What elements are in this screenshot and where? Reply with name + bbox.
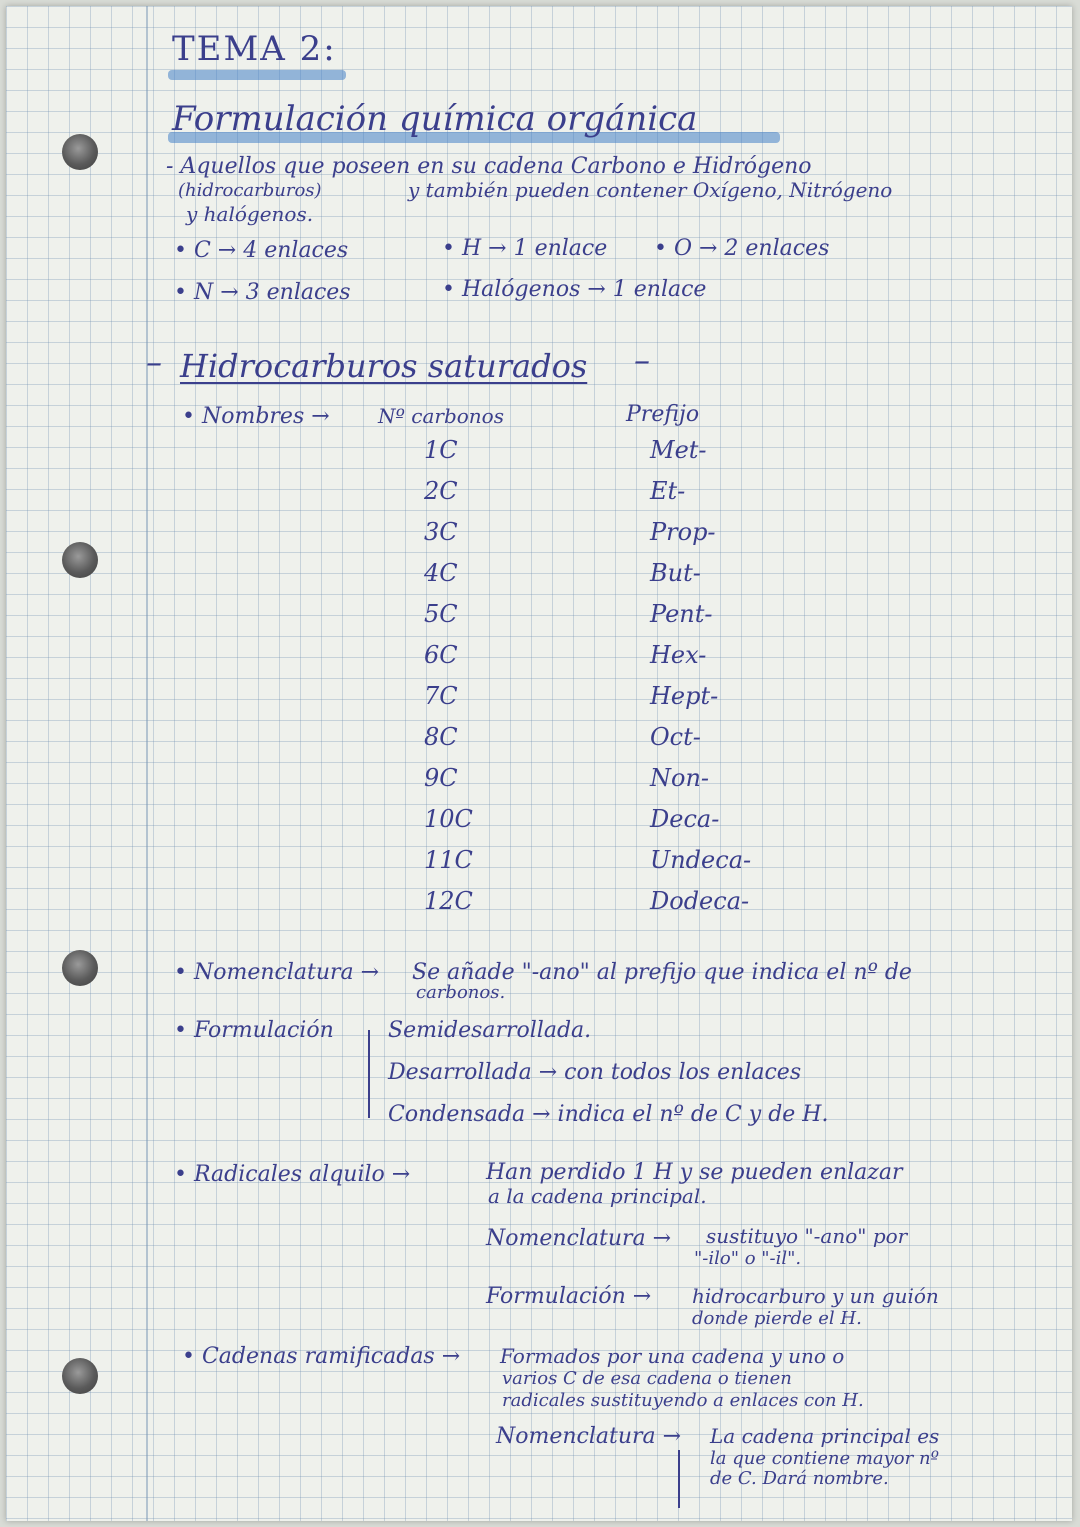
carbon-count: 8C [424,723,458,751]
formulation-bracket [368,1030,370,1118]
formulation-condensed: Condensada → indica el nº de C y de H. [388,1102,829,1127]
carbon-count: 2C [424,477,458,505]
formulation-semi: Semidesarrollada. [388,1018,592,1043]
intro-line-1: - Aquellos que poseen en su cadena Carbono e Hidrógeno [166,154,812,179]
bond-halogens: • Halógenos → 1 enlace [442,277,707,302]
carbon-count: 11C [424,846,473,874]
formulation-developed: Desarrollada → con todos los enlaces [388,1060,802,1085]
title-highlight [168,70,346,80]
page-title: Formulación química orgánica [172,99,698,139]
carbon-count: 5C [424,600,458,628]
section-title: Hidrocarburos saturados [180,347,588,385]
punch-hole [62,950,98,986]
section-dash-right: – [634,341,650,379]
branched-nomenclature-2: la que contiene mayor nº [710,1448,940,1469]
carbon-count: 1C [424,436,458,464]
branched-nomenclature-3: de C. Dará nombre. [710,1468,889,1489]
radicals-line-2: a la cadena principal. [488,1184,707,1208]
radicals-label: • Radicales alquilo → [174,1162,411,1187]
radicals-formulation-1: hidrocarburo y un guión [692,1284,939,1308]
notebook-page [6,6,1072,1521]
carbon-count: 10C [424,805,473,833]
prefix-value: Undeca- [650,846,752,874]
carbons-column-header: Nº carbonos [378,404,504,428]
prefix-value: Met- [650,436,707,464]
prefix-value: Oct- [650,723,701,751]
branched-line-2: varios C de esa cadena o tienen [502,1368,792,1389]
prefix-value: Dodeca- [650,887,750,915]
prefix-value: Deca- [650,805,720,833]
intro-line-2a: (hidrocarburos) [178,180,322,201]
carbon-count: 12C [424,887,473,915]
intro-line-2b: y también pueden contener Oxígeno, Nitrógeno [408,178,893,202]
formulation-label: • Formulación [174,1018,334,1043]
punch-hole [62,1358,98,1394]
prefix-value: Non- [650,764,710,792]
carbon-count: 4C [424,559,458,587]
section-dash-left: – [146,343,162,381]
radicals-nomenclature-2: "-ilo" o "-il". [694,1248,802,1269]
radicals-nomenclature-label: Nomenclatura → [486,1226,672,1251]
prefix-value: Hex- [650,641,707,669]
nomenclature-text-2: carbonos. [416,982,506,1003]
intro-line-3: y halógenos. [186,202,314,226]
prefix-value: Pent- [650,600,713,628]
prefix-value: Hept- [650,682,719,710]
branched-line-3: radicales sustituyendo a enlaces con H. [502,1390,864,1411]
prefix-value: But- [650,559,701,587]
nomenclature-label: • Nomenclatura → [174,960,380,985]
prefix-value: Prop- [650,518,716,546]
carbon-count: 9C [424,764,458,792]
branched-nomenclature-label: Nomenclatura → [496,1424,682,1449]
carbon-count: 7C [424,682,458,710]
punch-hole [62,134,98,170]
tema-label: TEMA 2: [172,29,337,69]
prefix-value: Et- [650,477,686,505]
radicals-line-1: Han perdido 1 H y se pueden enlazar [486,1160,903,1185]
bond-hydrogen: • H → 1 enlace [442,236,608,261]
radicals-formulation-2: donde pierde el H. [692,1308,862,1329]
carbon-count: 6C [424,641,458,669]
branched-nomenclature-1: La cadena principal es [710,1424,940,1448]
bond-oxygen: • O → 2 enlaces [654,236,830,261]
radicals-nomenclature-1: sustituyo "-ano" por [706,1224,908,1248]
carbon-count: 3C [424,518,458,546]
radicals-formulation-label: Formulación → [486,1284,652,1309]
bond-carbon: • C → 4 enlaces [174,238,349,263]
names-label: • Nombres → [182,404,330,429]
branched-line-1: Formados por una cadena y uno o [500,1344,845,1368]
margin-line [146,6,148,1521]
prefix-column-header: Prefijo [626,402,700,427]
branched-bracket [678,1450,680,1508]
bond-nitrogen: • N → 3 enlaces [174,280,351,305]
punch-hole [62,542,98,578]
nomenclature-text-1: Se añade "-ano" al prefijo que indica el nº de [412,960,912,985]
branched-chains-label: • Cadenas ramificadas → [182,1344,461,1369]
